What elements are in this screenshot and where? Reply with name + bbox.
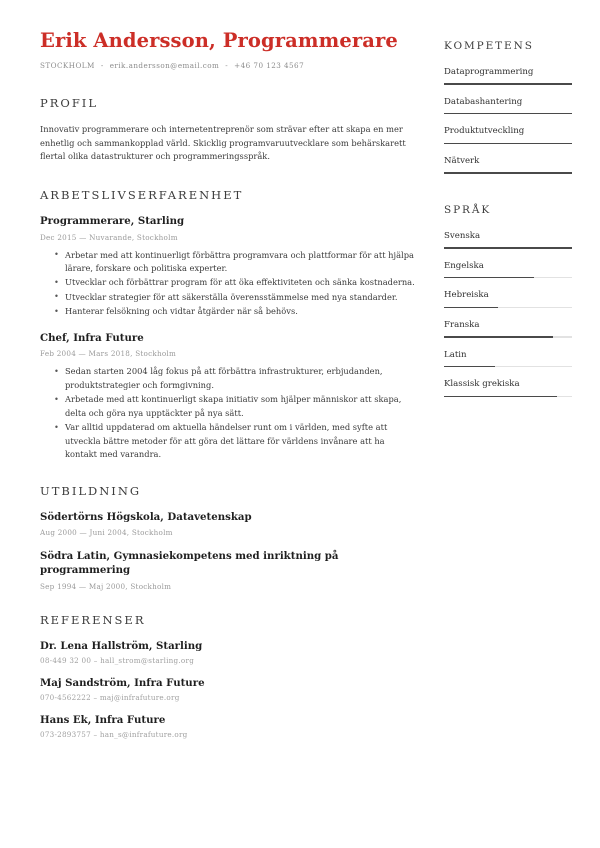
resume-header [40, 30, 418, 70]
contact-separator-1: - [100, 61, 104, 71]
language-item [444, 379, 572, 397]
reference-entry [40, 640, 418, 665]
language-item [444, 350, 572, 368]
language-label: Svenska [444, 230, 481, 241]
experience-bullet: • Sedan starten 2004 låg fokus på att förbättra infrastrukturer, erbjudanden, produktstrategier och formgivning. [54, 365, 418, 392]
skill-label: Dataprogrammering [444, 67, 534, 77]
experience-meta: Dec 2015 — Nuvarande, Stockholm [40, 232, 178, 242]
experience-bullet: • Arbetade med att kontinuerligt skapa initiativ som hjälper människor att skapa, delta och göra nya upptäckter på nya sätt. [54, 393, 418, 420]
contact-email[interactable]: erik.andersson@email.com [109, 61, 220, 71]
skill-bar-track [444, 172, 572, 173]
reference-contact[interactable]: 070-4562222 – maj@infrafuture.org [40, 692, 180, 702]
language-bar-fill [444, 307, 498, 308]
language-bar-fill [444, 277, 534, 278]
language-bar-track [444, 247, 572, 248]
skill-item [444, 156, 572, 174]
skill-label: Nätverk [444, 156, 480, 167]
education-school: Södertörns Högskola, Datavetenskap [40, 510, 252, 523]
section-experience [40, 188, 418, 462]
language-bar-fill [444, 396, 557, 397]
experience-entry [40, 215, 418, 319]
language-label: Klassisk grekiska [444, 379, 520, 390]
contact-phone[interactable]: +46 70 123 4567 [234, 61, 305, 71]
skill-bar-track [444, 83, 572, 84]
education-meta: Sep 1994 — Maj 2000, Stockholm [40, 581, 172, 591]
reference-entry [40, 677, 418, 702]
experience-bullet: • Hanterar felsökning och vidtar åtgärder när så behövs. [54, 305, 418, 318]
candidate-name: Erik Andersson, Programmerare [40, 29, 398, 52]
skill-bar-fill [444, 83, 572, 84]
education-heading: UTBILDNING [40, 483, 142, 498]
contact-location: STOCKHOLM [40, 61, 95, 71]
reference-contact[interactable]: 073-2893757 – han_s@infrafuture.org [40, 729, 188, 739]
experience-heading: ARBETSLIVSERFARENHET [40, 187, 244, 202]
experience-bullets [40, 365, 418, 461]
language-item [444, 290, 572, 308]
contact-line [40, 61, 418, 70]
skill-label: Databashantering [444, 96, 523, 107]
sidebar [444, 30, 572, 828]
language-label: Hebreiska [444, 290, 489, 301]
education-meta: Aug 2000 — Juni 2004, Stockholm [40, 528, 173, 538]
skill-bar-fill [444, 113, 572, 114]
language-item [444, 320, 572, 338]
main-column [40, 30, 418, 828]
experience-bullet: • Utvecklar strategier för att säkerställa överensstämmelse med nya standarder. [54, 291, 418, 304]
languages-heading: SPRÅK [444, 203, 492, 216]
language-bar-track [444, 366, 572, 367]
education-entry [40, 550, 418, 591]
experience-bullet: • Arbetar med att kontinuerligt förbättra programvara och plattformar för att hjälpa lärare, forskare och politiska experter. [54, 249, 418, 276]
language-bar-fill [444, 366, 495, 367]
profile-text: Innovativ programmerare och internetentreprenör som strävar efter att skapa en mer enhetlig och sammankopplad värld. Skicklig programvaruutvecklare som behärskarett flertal olika datastrukturer och programmeringsspråk. [40, 124, 406, 162]
skill-bar-track [444, 113, 572, 114]
language-bar-fill [444, 336, 553, 337]
references-heading: REFERENSER [40, 612, 146, 627]
experience-bullets [40, 249, 418, 319]
skill-bar-track [444, 143, 572, 144]
skill-item [444, 67, 572, 85]
profile-heading: PROFIL [40, 96, 98, 111]
skill-item [444, 126, 572, 144]
skill-bar-fill [444, 143, 572, 144]
language-bar-fill [444, 247, 572, 248]
language-bar-track [444, 277, 572, 278]
skill-item [444, 97, 572, 115]
reference-name: Dr. Lena Hallström, Starling [40, 639, 203, 652]
section-references [40, 613, 418, 739]
experience-bullet: • Utvecklar och förbättrar program för att öka effektiviteten och sänka kostnaderna. [54, 276, 418, 289]
section-profile [40, 96, 418, 163]
skill-label: Produktutveckling [444, 126, 525, 137]
reference-entry [40, 714, 418, 739]
skill-bar-fill [444, 172, 572, 173]
reference-name: Maj Sandström, Infra Future [40, 676, 205, 689]
sidebar-section-skills [444, 40, 572, 174]
education-entry [40, 511, 418, 538]
section-education [40, 484, 418, 591]
experience-bullet: • Var alltid uppdaterad om aktuella händelser runt om i världen, med syfte att utveckla bättre metoder för att göra det lättare för världens invånare att ha kontakt med varandra. [54, 421, 418, 461]
experience-meta: Feb 2004 — Mars 2018, Stockholm [40, 349, 177, 359]
reference-name: Hans Ek, Infra Future [40, 713, 166, 726]
reference-contact[interactable]: 08-449 32 00 – hall_strom@starling.org [40, 655, 195, 665]
experience-role: Programmerare, Starling [40, 214, 185, 227]
language-bar-track [444, 336, 572, 337]
language-label: Engelska [444, 260, 484, 271]
language-label: Latin [444, 349, 467, 360]
contact-separator-2: - [225, 61, 229, 71]
experience-entry [40, 332, 418, 462]
sidebar-section-languages [444, 204, 572, 397]
language-label: Franska [444, 319, 480, 330]
education-school: Södra Latin, Gymnasiekompetens med inriktning på programmering [40, 550, 339, 577]
language-item [444, 261, 572, 279]
experience-role: Chef, Infra Future [40, 331, 144, 344]
language-item [444, 231, 572, 249]
skills-heading: KOMPETENS [444, 40, 534, 52]
language-bar-track [444, 307, 572, 308]
language-bar-track [444, 396, 572, 397]
